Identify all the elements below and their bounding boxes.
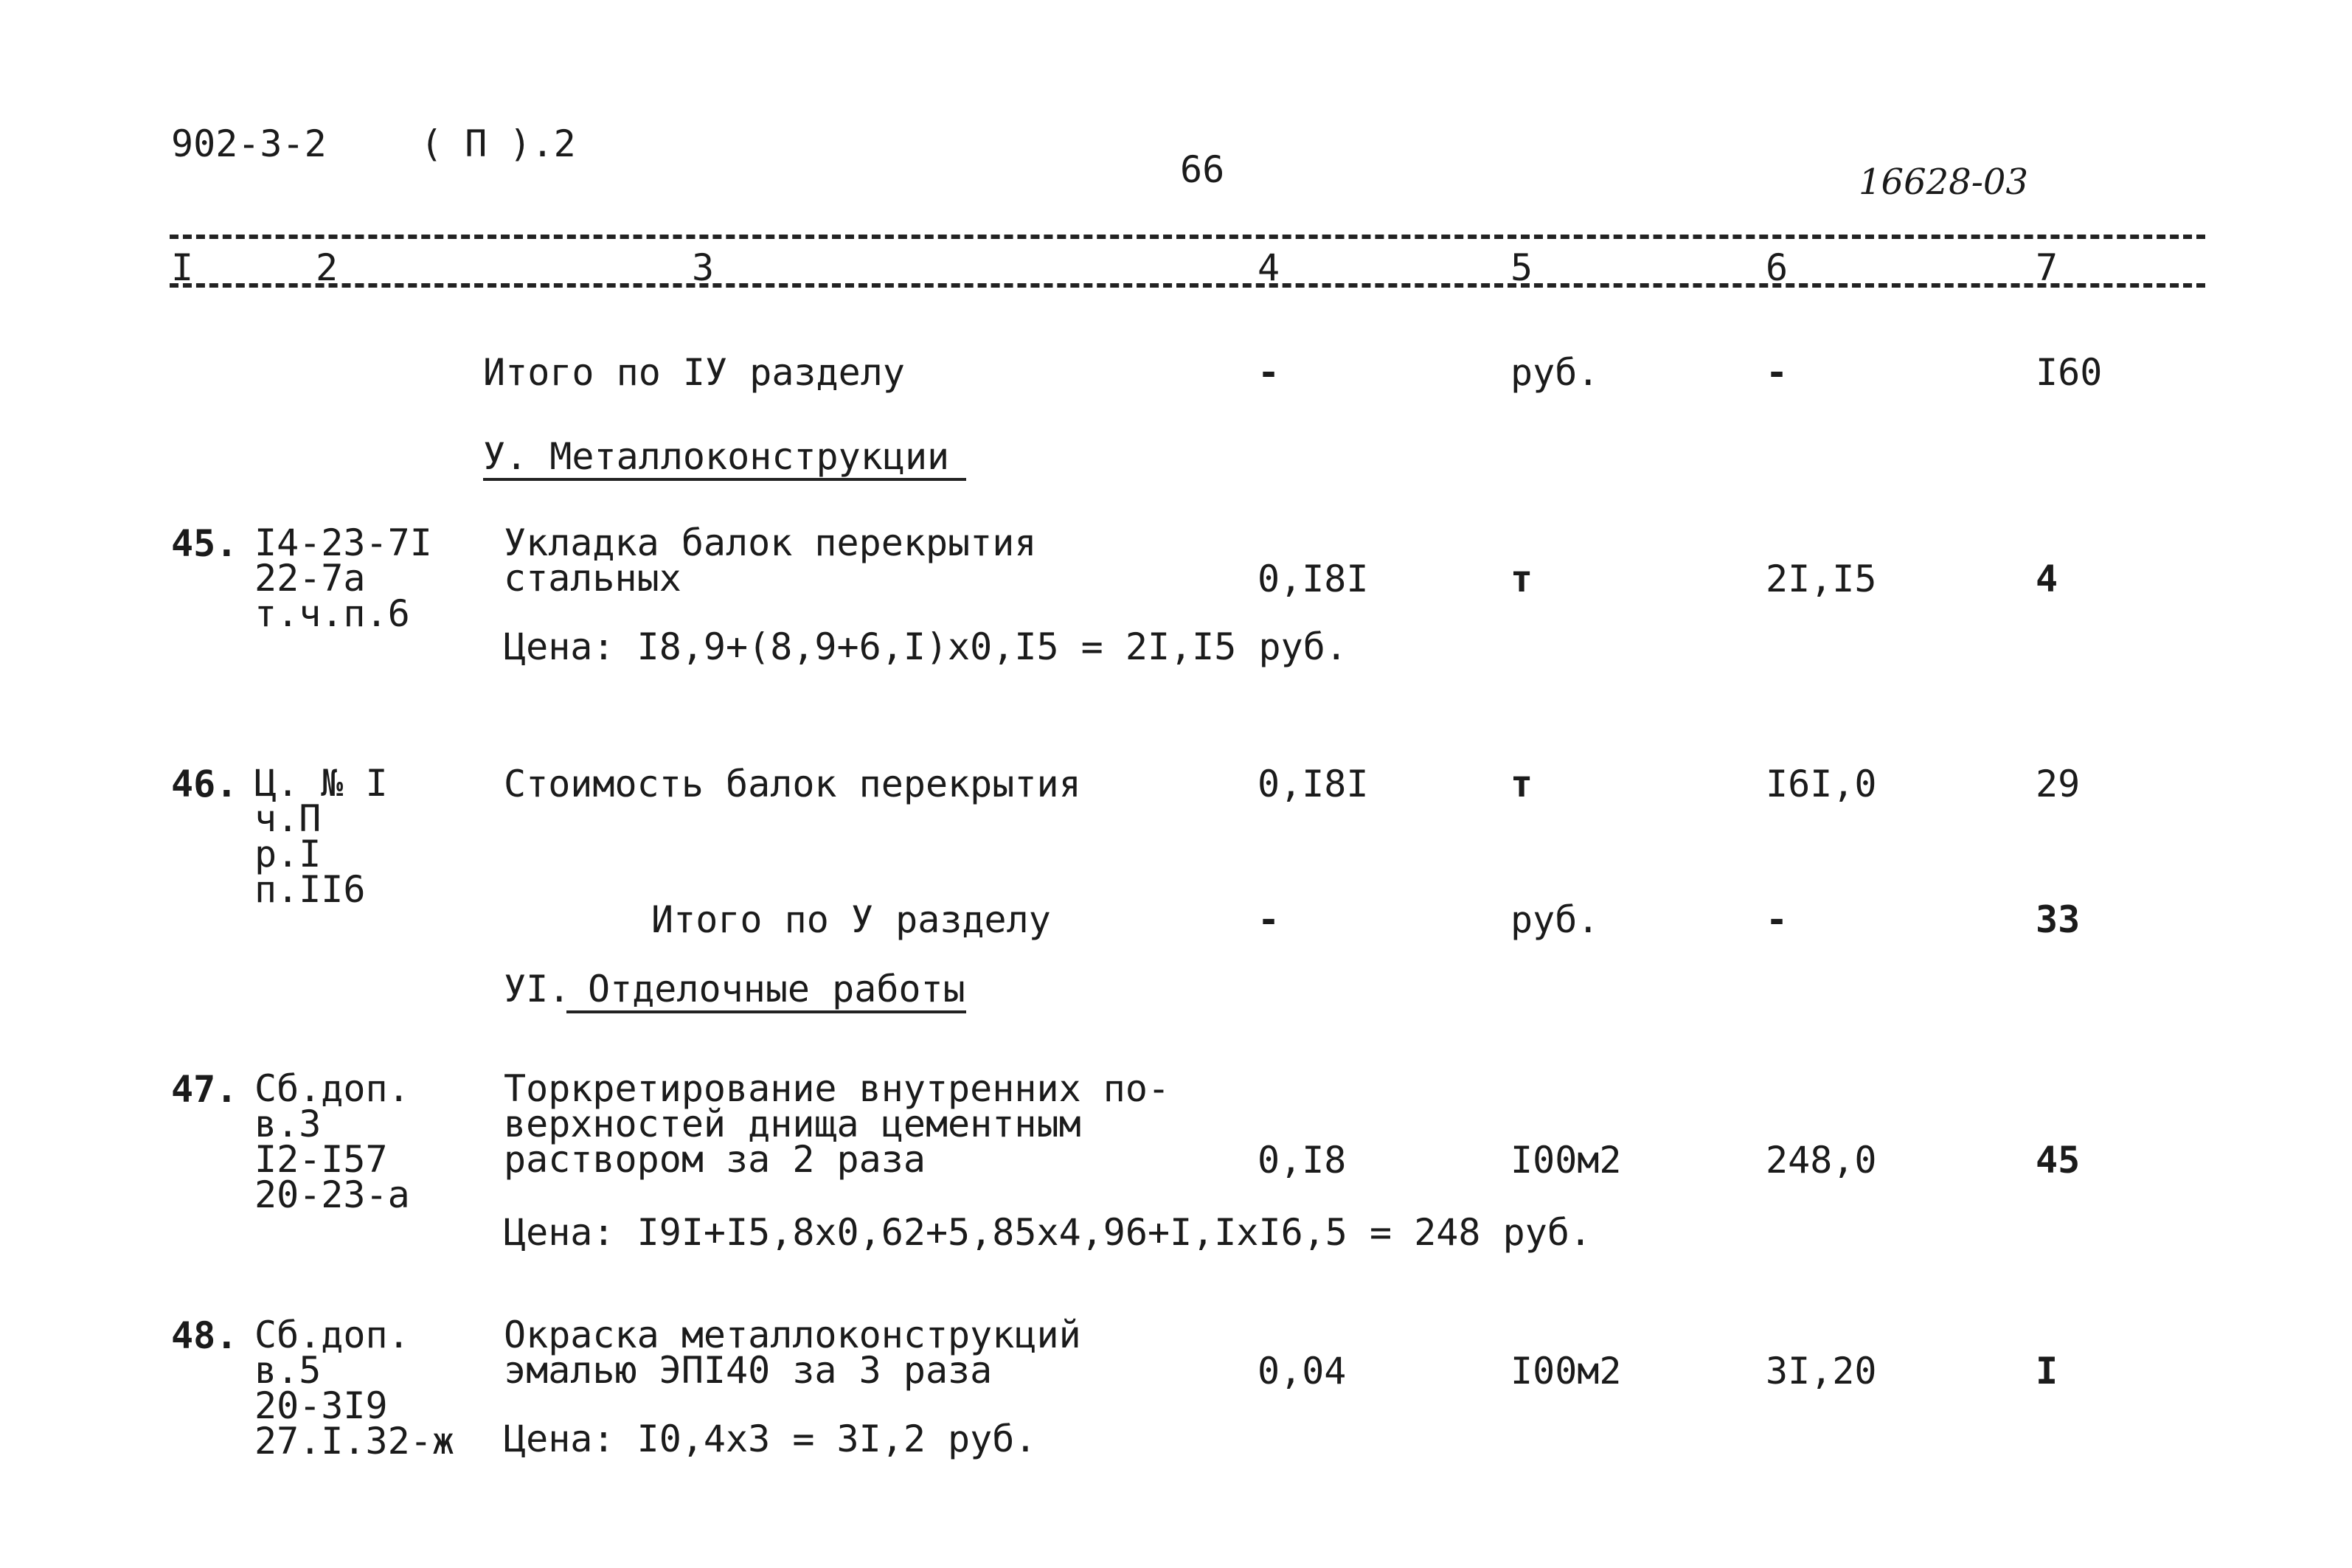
norm-reference-line: 20-23-а	[254, 1173, 410, 1216]
total-unit: руб.	[1510, 351, 1600, 394]
norm-reference-line: в.5	[254, 1349, 322, 1392]
norm-reference-line: I4-23-7I	[254, 521, 432, 564]
row-number: 47.	[171, 1068, 238, 1111]
row-number: 46.	[171, 763, 238, 805]
norm-reference-line: ч.П	[254, 797, 322, 840]
column-header-bottom-rule	[170, 283, 2205, 288]
total-unit: руб.	[1510, 898, 1600, 941]
total-label: Итого по У разделу	[651, 898, 1051, 941]
total-label: Итого по IУ разделу	[483, 351, 905, 394]
description-line: раствором за 2 раза	[504, 1138, 926, 1181]
column-number-3: 3	[692, 246, 715, 289]
description-line: Стоимость балок перекрытия	[504, 763, 1081, 805]
description-line: Укладка балок перекрытия	[504, 521, 1037, 564]
section5-heading-underline	[483, 478, 966, 481]
row-number: 45.	[171, 522, 238, 565]
description-line: стальных	[504, 557, 681, 600]
price-formula: Цена: I8,9+(8,9+6,I)x0,I5 = 2I,I5 руб.	[504, 625, 1347, 668]
section5-heading: У. Металлоконструкции	[483, 435, 950, 478]
total-sum: 33	[2036, 898, 2081, 941]
column-header-top-rule	[170, 235, 2205, 239]
price-formula: Цена: I0,4x3 = 3I,2 руб.	[504, 1418, 1037, 1460]
column-number-2: 2	[316, 246, 339, 289]
unit: т	[1510, 558, 1533, 600]
description-line: Торкретирование внутренних по-	[504, 1067, 1170, 1110]
document-code: 902-3-2	[171, 122, 327, 165]
norm-reference-line: Сб.доп.	[254, 1067, 410, 1110]
total-cost: I	[2036, 1350, 2058, 1392]
unit: т	[1510, 763, 1533, 805]
norm-reference-line: р.I	[254, 833, 322, 875]
column-number-4: 4	[1257, 246, 1280, 289]
norm-reference-line: п.II6	[254, 868, 366, 911]
unit: I00м2	[1510, 1350, 1622, 1392]
total-cost: 4	[2036, 558, 2058, 600]
description-line: эмалью ЭПI40 за 3 раза	[504, 1349, 993, 1392]
unit-price: 2I,I5	[1766, 558, 1877, 600]
total-qty: -	[1257, 898, 1280, 941]
page-number: 66	[1180, 148, 1225, 191]
document-part: ( П ).2	[420, 122, 576, 165]
norm-reference-line: в.3	[254, 1103, 322, 1145]
total-price: -	[1766, 898, 1789, 941]
quantity: 0,I8	[1257, 1139, 1347, 1182]
section6-heading-prefix: УI.	[504, 968, 571, 1010]
column-number-5: 5	[1510, 246, 1533, 289]
unit-price: 248,0	[1766, 1139, 1877, 1182]
column-number-6: 6	[1766, 246, 1789, 289]
norm-reference-line: т.ч.п.6	[254, 592, 410, 635]
total-cost: 45	[2036, 1139, 2081, 1182]
norm-reference-line: 22-7а	[254, 557, 366, 600]
norm-reference-line: 27.I.32-ж	[254, 1420, 454, 1463]
norm-reference-line: 20-3I9	[254, 1384, 388, 1427]
quantity: 0,04	[1257, 1350, 1347, 1392]
unit-price: 3I,20	[1766, 1350, 1877, 1392]
section6-heading-underline	[566, 1010, 966, 1013]
section6-heading-title: Отделочные работы	[588, 968, 965, 1010]
norm-reference-line: Ц. № I	[254, 762, 388, 805]
inventory-number: 16628-03	[1859, 162, 2028, 203]
total-qty: -	[1257, 351, 1280, 394]
total-price: -	[1766, 351, 1789, 394]
quantity: 0,I8I	[1257, 558, 1369, 600]
column-number-1: I	[171, 246, 194, 289]
unit-price: I6I,0	[1766, 763, 1877, 805]
unit: I00м2	[1510, 1139, 1622, 1182]
total-sum: I60	[2036, 351, 2103, 394]
total-cost: 29	[2036, 763, 2081, 805]
column-number-7: 7	[2036, 246, 2058, 289]
description-line: верхностей днища цементным	[504, 1103, 1081, 1145]
description-line: Окраска металлоконструкций	[504, 1314, 1081, 1356]
row-number: 48.	[171, 1314, 238, 1357]
quantity: 0,I8I	[1257, 763, 1369, 805]
norm-reference-line: I2-I57	[254, 1138, 388, 1181]
price-formula: Цена: I9I+I5,8x0,62+5,85x4,96+I,IxI6,5 = 248 руб.	[504, 1211, 1592, 1254]
norm-reference-line: Сб.доп.	[254, 1314, 410, 1356]
